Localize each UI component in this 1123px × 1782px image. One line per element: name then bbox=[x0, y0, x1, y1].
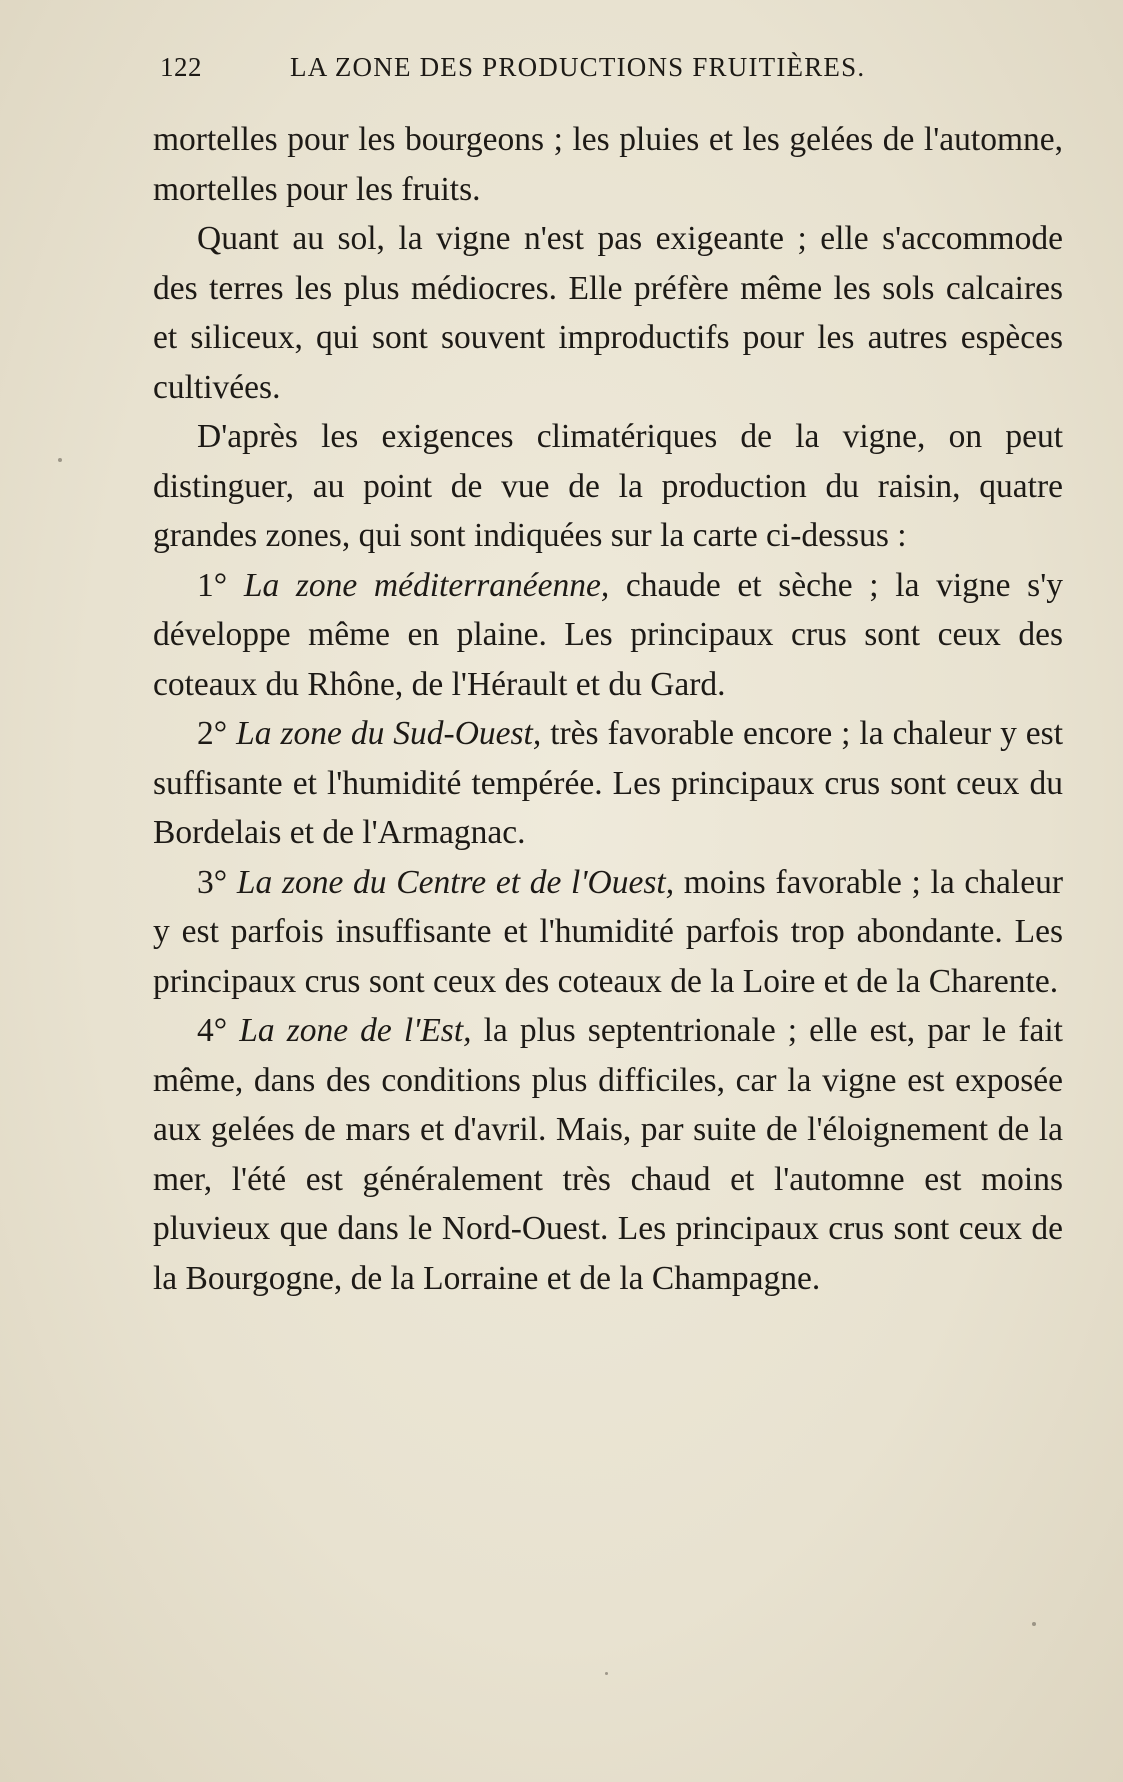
zone-item bbox=[153, 858, 1063, 1007]
zone-item bbox=[153, 1006, 1063, 1303]
paper-speck bbox=[605, 1672, 608, 1675]
page-header bbox=[160, 52, 960, 92]
zone-name: La zone du Centre et de l'Ouest, bbox=[236, 863, 675, 901]
body-text bbox=[153, 115, 1063, 1303]
zone-name: La zone de l'Est, bbox=[239, 1012, 472, 1049]
zone-name: La zone du Sud-Ouest, bbox=[236, 715, 542, 752]
paragraph: D'après les exigences climatériques de la vigne, on peut distinguer, au point de vue de la production du raisin, quatre grandes zones, qui sont indiquées sur la carte ci-dessus : bbox=[153, 418, 1063, 554]
zone-name: La zone méditerranéenne, bbox=[243, 566, 610, 604]
zone-number: 3° bbox=[197, 863, 228, 901]
zone-item bbox=[153, 561, 1063, 710]
zone-description: moins favorable ; la chaleur y est parfois insuffisante et l'humidité parfois trop abondante. Les principaux crus sont ceux des coteaux de la Loire et de la Charente. bbox=[153, 863, 1063, 1000]
zone-number: 1° bbox=[197, 566, 228, 604]
paragraph: Quant au sol, la vigne n'est pas exigeante ; elle s'accommode des terres les plus médiocres. Elle préfère même les sols calcaires et siliceux, qui sont souvent improductifs pour les autres espèces cultivées. bbox=[153, 220, 1063, 406]
paper-speck bbox=[58, 458, 62, 462]
paragraph: mortelles pour les bourgeons ; les pluies et les gelées de l'automne, mortelles pour les fruits. bbox=[153, 121, 1063, 208]
zone-description: chaude et sèche ; la vigne s'y développe même en plaine. Les principaux crus sont ceux des coteaux du Rhône, de l'Hérault et du Gard. bbox=[153, 566, 1063, 703]
zone-number: 2° bbox=[197, 715, 228, 752]
zone-item bbox=[153, 709, 1063, 858]
paper-speck bbox=[1032, 1622, 1036, 1626]
zone-description: très favorable encore ; la chaleur y est suffisante et l'humidité tempérée. Les principaux crus sont ceux du Bordelais et de l'Armagnac. bbox=[153, 715, 1064, 851]
zone-number: 4° bbox=[197, 1012, 228, 1049]
page-number: 122 bbox=[160, 52, 202, 82]
zone-description: la plus septentrionale ; elle est, par le fait même, dans des conditions plus difficiles, car la vigne est exposée aux gelées de mars et d'avril. Mais, par suite de l'éloignement de la mer, l'été est généralement très chaud et l'automne est moins pluvieux que dans le Nord-Ouest. Les principaux crus sont ceux de la Bourgogne, de la Lorraine et de la Champagne. bbox=[153, 1012, 1063, 1297]
running-title: LA ZONE DES PRODUCTIONS FRUITIÈRES. bbox=[290, 52, 866, 82]
